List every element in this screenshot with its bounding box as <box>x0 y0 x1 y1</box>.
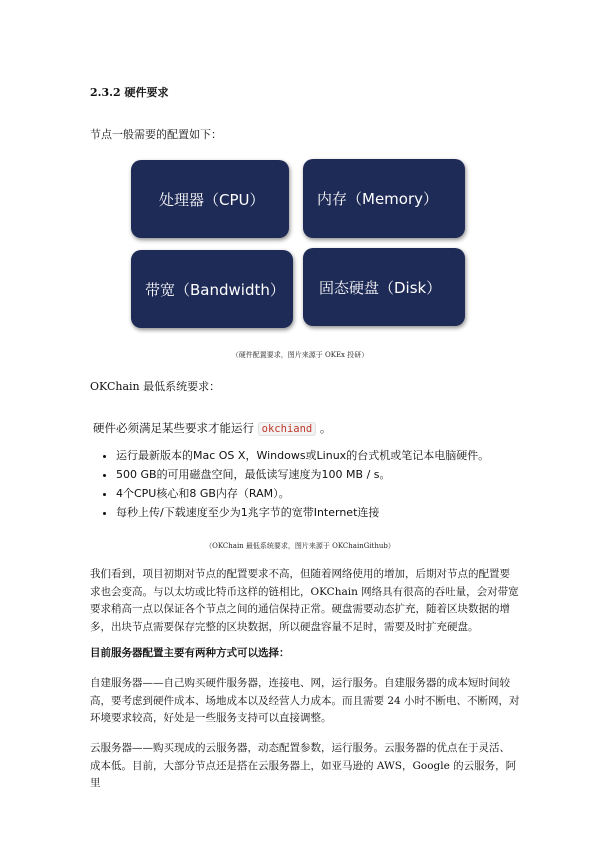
requirements-sentence <box>93 420 331 436</box>
figure2-caption: （OKChain 最低系统要求，图片来源于 OKChainGithub） <box>205 542 395 550</box>
inline-code: okchiand <box>258 422 317 436</box>
intro-text: 节点一般需要的配置如下： <box>90 128 222 141</box>
requirements-sentence-end: 。 <box>319 421 332 435</box>
bandwidth-box: 带宽（Bandwidth） <box>131 250 293 328</box>
list-item: • 500 GB的可用磁盘空间，最低读写速度为100 MB / s。 <box>116 465 489 484</box>
paragraph-2: 自建服务器——自己购买硬件服务器，连接电、网，运行服务。自建服务器的成本短时间较高，要考虑到硬件成本、场地成本以及经营人力成本。而且需要 24 小时不断电、不断网，对环境要求较高，好处是一些服务支持可以直接调整。 <box>90 677 520 724</box>
paragraph-1: 我们看到，项目初期对节点的配置要求不高，但随着网络使用的增加，后期对节点的配置要求也会变高。与以太坊或比特币这样的链相比，OKChain 网络具有很高的吞吐量，会对带宽要求稍高一点以保证各个节点之间的通信保持正常。硬盘需要动态扩充，随着区块数据的增多，出块节点需要保存完整的区块数据，所以硬盘容量不足时，需要及时扩充硬盘。 <box>90 568 519 633</box>
requirements-sentence-text: 硬件必须满足某些要求才能运行 <box>93 421 254 435</box>
requirements-list <box>100 446 489 522</box>
section-heading: 2.3.2 硬件要求 <box>90 86 169 99</box>
server-options-heading: 目前服务器配置主要有两种方式可以选择： <box>90 647 290 659</box>
list-item: • 每秒上传/下载速度至少为1兆字节的宽带Internet连接 <box>116 503 489 522</box>
figure1-caption: （硬件配置要求，图片来源于 OKEx 投研） <box>231 351 369 359</box>
requirements-title: OKChain 最低系统要求： <box>90 380 221 393</box>
disk-box: 固态硬盘（Disk） <box>303 248 465 326</box>
paragraph-3: 云服务器——购买现成的云服务器，动态配置参数，运行服务。云服务器的优点在于灵活、成本低。目前，大部分节点还是搭在云服务器上，如亚马逊的 AWS，Google 的云服务，阿里 <box>90 742 517 789</box>
cpu-box: 处理器（CPU） <box>131 160 289 238</box>
memory-box: 内存（Memory） <box>303 159 465 238</box>
list-item: • 运行最新版本的Mac OS X，Windows或Linux的台式机或笔记本电脑硬件。 <box>116 446 489 465</box>
hardware-diagram <box>128 158 468 328</box>
list-item: • 4个CPU核心和8 GB内存（RAM）。 <box>116 484 489 503</box>
